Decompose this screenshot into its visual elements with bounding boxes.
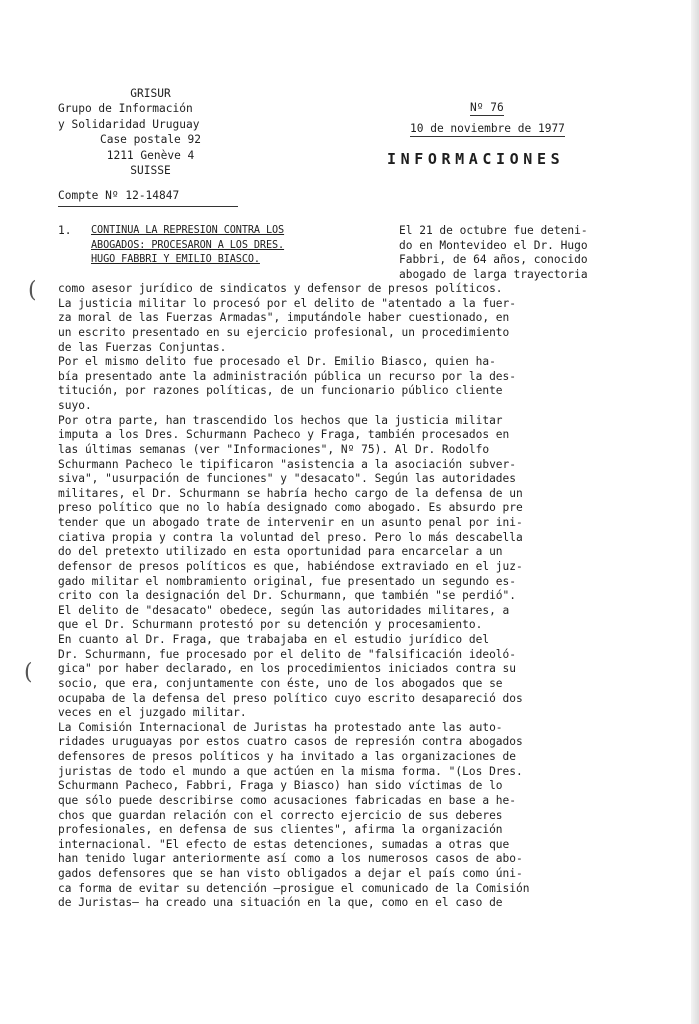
sender-address-block (58, 86, 243, 204)
body-line: defensor de presos políticos es que, habiéndose extraviado en el juz- (58, 559, 523, 573)
body-line: za moral de las Fuerzas Armadas", imputándole haber cuestionado, en (58, 311, 510, 325)
body-line: ciativa propia y contra la voluntad del preso. Pero lo más descabella (58, 530, 523, 544)
body-line: chos que guardan relación con el correcto ejercicio de sus deberes (58, 808, 503, 822)
intro-line: El 21 de octubre fue deteni- (399, 224, 588, 237)
body-line: como asesor jurídico de sindicatos y defensor de presos políticos. (58, 282, 503, 295)
body-line: ocupaba de la defensa del preso político cuyo escrito desapareció dos (58, 691, 523, 705)
section-number: 1. (58, 224, 72, 237)
body-line: de Juristas— ha creado una situación en la que, como en el caso de (58, 896, 503, 910)
body-line: juristas de todo el mundo a que actúen en la misma forma. "(Los Dres. (58, 764, 523, 778)
body-line: que el Dr. Schurmann protestó por su detención y procesamiento. (58, 618, 483, 632)
article-heading (91, 224, 381, 268)
body-line: imputa a los Dres. Schurmann Pacheco y Fraga, también procesados en (58, 428, 510, 442)
sender-line: Case postale 92 (99, 133, 202, 147)
heading-line: CONTINUA LA REPRESION CONTRA LOS (91, 225, 285, 236)
issue-date: 10 de noviembre de 1977 (410, 122, 565, 135)
body-line: gados defensores que se han visto obligados a dejar el país como úni- (58, 867, 523, 880)
sender-line: y Solidaridad Uruguay (58, 117, 200, 131)
body-line: titución, por razones políticas, de un funcionario público cliente (58, 384, 503, 398)
body-line: han tenido lugar anteriormente así como a los numerosos casos de abo- (58, 852, 523, 866)
account-number: Compte Nº 12-14847 (58, 189, 180, 203)
body-line: socio, que era, conjuntamente con éste, uno de los abogados que se (58, 676, 503, 690)
page-edge-shadow (691, 0, 699, 1024)
body-line: La justicia militar lo procesó por el delito de "atentado a la fuer- (58, 296, 517, 310)
body-line: un escrito presentado en su ejercicio profesional, un procedimiento (58, 325, 510, 339)
body-line: La Comisión Internacional de Juristas ha protestado ante las auto- (58, 720, 503, 734)
heading-line: HUGO FABBRI Y EMILIO BIASCO. (91, 254, 260, 266)
sender-line: Grupo de Información (58, 102, 193, 116)
body-line: internacional. "El efecto de estas detenciones, sumadas a otras que (58, 837, 510, 851)
body-line: Schurmann Pacheco le tipificaron "asistencia a la asociación subver- (58, 457, 517, 471)
body-line: do del pretexto utilizado en esta oportunidad para encarcelar a un (58, 545, 503, 559)
body-line: militares, el Dr. Schurmann se habría hecho cargo de la defensa de un (58, 486, 523, 500)
intro-line: Fabbri, de 64 años, conocido (399, 253, 588, 267)
body-line: crito con la designación del Dr. Schurmann, que también "se perdió". (58, 589, 517, 603)
issue-number: Nº 76 (470, 101, 504, 114)
article-body (58, 282, 646, 911)
sender-line: SUISSE (130, 164, 171, 178)
sender-line: GRISUR (130, 87, 171, 100)
punch-hole-mark: ( (28, 278, 37, 303)
heading-line: ABOGADOS: PROCESARON A LOS DRES. (91, 239, 285, 251)
article-intro (399, 224, 588, 282)
sender-divider (58, 206, 238, 207)
body-line: de las Fuerzas Conjuntas. (58, 340, 227, 354)
body-line: las últimas semanas (ver "Informaciones", Nº 75). Al Dr. Rodolfo (58, 442, 490, 456)
sender-line: 1211 Genève 4 (106, 148, 195, 162)
body-line: En cuanto al Dr. Fraga, que trabajaba en el estudio jurídico del (58, 633, 490, 646)
body-line: preso político que no lo había designado como abogado. Es absurdo pre (58, 501, 523, 515)
body-line: ca forma de evitar su detención —prosigue el comunicado de la Comisión (58, 881, 530, 895)
body-line: bía presentado ante la administración pública un recurso por la des- (58, 369, 517, 383)
body-line: gica" por haber declarado, en los procedimientos iniciados contra su (58, 662, 517, 676)
body-line: profesionales, en defensa de sus clientes", afirma la organización (58, 823, 503, 837)
intro-line: abogado de larga trayectoria (399, 267, 588, 281)
body-line: tender que un abogado trate de intervenir en un asunto penal por ini- (58, 516, 523, 529)
body-line: Dr. Schurmann, fue procesado por el delito de "falsificación ideoló- (58, 647, 517, 661)
masthead-title: INFORMACIONES (387, 150, 565, 168)
body-line: veces en el juzgado militar. (58, 706, 247, 720)
body-line: siva", "usurpación de funciones" y "desacato". Según las autoridades (58, 472, 517, 486)
body-line: gado militar el nombramiento original, fue presentado un segundo es- (58, 574, 517, 588)
body-line: defensores de presos políticos y ha invitado a las organizaciones de (58, 750, 517, 763)
body-line: Por otra parte, han trascendido los hechos que la justicia militar (58, 413, 503, 427)
body-line: El delito de "desacato" obedece, según las autoridades militares, a (58, 603, 510, 617)
intro-line: do en Montevideo el Dr. Hugo (399, 238, 588, 252)
body-line: ridades uruguayas por estos cuatro casos de represión contra abogados (58, 735, 523, 749)
body-line: Por el mismo delito fue procesado el Dr. Emilio Biasco, quien ha- (58, 355, 496, 369)
body-line: suyo. (58, 399, 92, 412)
body-line: Schurmann Pacheco, Fabbri, Fraga y Biasco) han sido víctimas de lo (58, 779, 503, 793)
punch-hole-mark: ( (24, 660, 33, 685)
body-line: que sólo puede describirse como acusaciones fabricadas en base a he- (58, 793, 517, 807)
